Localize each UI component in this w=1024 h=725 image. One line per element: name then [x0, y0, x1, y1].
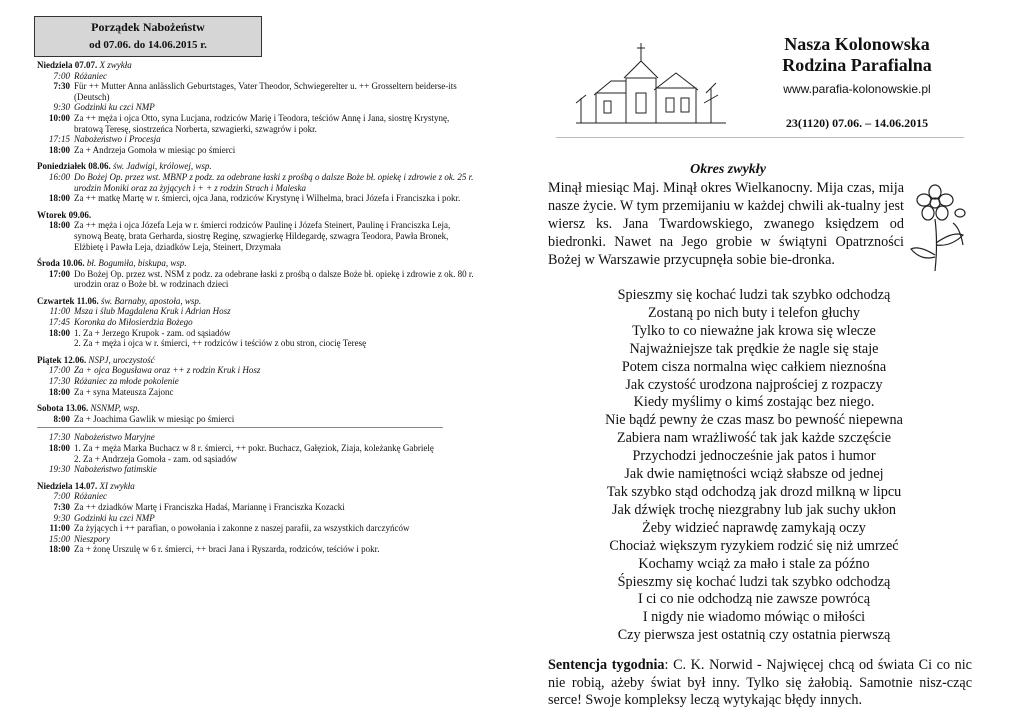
- mass-intention: Nabożeństwo i Procesja: [74, 134, 161, 145]
- mass-intention: Za + Joachima Gawlik w miesiąc po śmierci: [74, 413, 235, 424]
- mass-intention: Różaniec: [74, 70, 107, 81]
- section-heading: Okres zwykły: [690, 162, 766, 177]
- mass-time: 9:30: [53, 102, 70, 113]
- mass-time: 17:30: [49, 432, 70, 443]
- schedule-title: Porządek Nabożeństw: [91, 20, 205, 34]
- poem-line: Przychodzi jednocześnie jak patos i humor: [632, 448, 876, 465]
- poem-line: Tylko to co nieważne jak krowa się wlecze: [632, 322, 876, 339]
- day-heading: [37, 296, 477, 307]
- mass-schedule: [37, 60, 477, 555]
- day-heading: [37, 210, 477, 221]
- mass-intention: Koronka do Miłosierdzia Bożego: [74, 317, 193, 328]
- schedule-row: [37, 306, 477, 317]
- day-feast: bł. Bogumiła, biskupa, wsp.: [86, 258, 187, 269]
- intro-paragraph: Minął miesiąc Maj. Minął okres Wielkanocny. Mija czas, mija nasze życie. W tym przemijaniu w każdej chwili ak-tualny jest wiersz ks. Jana Twardowskiego, zwanego księdzem od biedronki. Nawet na Jego grobie w świątyni Opatrzności Bożej w Warszawie przycupnęła sobie bie-dronka.: [548, 180, 904, 268]
- mass-time: 18:00: [49, 220, 70, 231]
- day-feast: św. Jadwigi, królowej, wsp.: [113, 161, 212, 172]
- mass-intention: Do Bożej Op. przez wst. MBNP z podz. za odebrane łaski z prośbą o dalsze Boże bł. opiekę i zdrowie z ok. 25 r. urodzin Moniki oraz za żyjących i + + z rodzin Strach i Maleska: [74, 171, 474, 193]
- mass-intention: Za + syna Mateusza Zajonc: [74, 386, 174, 397]
- schedule-row: [37, 193, 477, 204]
- schedule-row: [37, 523, 477, 534]
- title-line-1: Nasza Kolonowska: [784, 34, 930, 54]
- poem-line: I nigdy nie wiadomo mówiąc o miłości: [642, 609, 866, 626]
- schedule-row: [37, 387, 477, 398]
- poem-line: Chociaż większym ryzykiem rodzić się niż umrzeć: [609, 537, 899, 554]
- mass-intention: Für ++ Mutter Anna anlässlich Geburtstages, Vater Theodor, Schwiegerelter u. ++ Grosseltern beiderse-its (Deutsch): [74, 81, 457, 102]
- day-feast: św. Barnaby, apostoła, wsp.: [101, 295, 202, 306]
- mass-intention: Za + Andrzeja Gomoła w miesiąc po śmierci: [74, 144, 236, 155]
- newsletter-title: [748, 34, 966, 76]
- mass-time: 7:30: [53, 501, 70, 512]
- poem-line: Kochamy wciąż za mało i stale za późno: [638, 555, 870, 572]
- mass-intention: Za żyjących i ++ parafian, o powołania i zakonne z naszej parafii, za wszystkich darczyńców: [74, 523, 410, 534]
- mass-time: 9:30: [53, 512, 70, 523]
- day-feast: X zwykła: [99, 60, 132, 70]
- day-name: Sobota 13.06.: [37, 403, 89, 414]
- schedule-row: [37, 534, 477, 545]
- schedule-dates: od 07.06. do 14.06.2015 r.: [89, 39, 207, 51]
- mass-intention: Za ++ dziadków Martę i Franciszka Hadaś, Mariannę i Franciszka Kozacki: [74, 501, 345, 512]
- mass-time: 11:00: [49, 306, 70, 317]
- poem-line: Potem cisza normalna więc całkiem nieznośna: [621, 358, 887, 375]
- poem-line: Zostaną po nich buty i telefon głuchy: [648, 304, 860, 321]
- mass-intention: Godzinki ku czci NMP: [74, 102, 155, 113]
- poem-line: Jak czystość urodzona najprościej z rozpaczy: [625, 376, 883, 393]
- day-name: Wtorek 09.06.: [37, 209, 92, 220]
- schedule-row: [37, 220, 477, 252]
- mass-intention: Nabożeństwo fatimskie: [74, 464, 157, 475]
- mass-time: 7:00: [53, 70, 70, 81]
- schedule-row: [37, 432, 477, 443]
- day-feast: NSNMP, wsp.: [90, 403, 140, 414]
- day-heading: [37, 258, 477, 269]
- schedule-row: [37, 317, 477, 328]
- schedule-row: [37, 328, 477, 339]
- mass-intention: Różaniec: [74, 491, 107, 502]
- mass-time: 18:00: [49, 386, 70, 397]
- day-name: Poniedziałek 08.06.: [37, 161, 111, 172]
- mass-intention: 1. Za + męża Marka Buchacz w 8 r. śmierci, ++ pokr. Buchacz, Gałęziok, Ziaja, koleżankę Gabrielę: [74, 443, 434, 453]
- mass-time: 18:00: [49, 193, 70, 204]
- mass-time: 15:00: [49, 533, 70, 544]
- schedule-row: [37, 454, 477, 465]
- schedule-row: [37, 414, 477, 425]
- poem-line: Jak dwie namiętności wciąż słabsze od jednej: [624, 466, 884, 483]
- mass-time: [37, 338, 70, 349]
- schedule-row: [37, 269, 477, 290]
- day-heading: [37, 60, 477, 71]
- day-name: Niedziela 07.07.: [37, 60, 98, 70]
- poem-line: Czy pierwsza jest ostatnią czy ostatnia pierwszą: [617, 627, 891, 644]
- mass-intention: Za ++ matkę Martę w r. śmierci, ojca Jana, rodziców Krystynę i Wilhelma, braci Józefa i Franciszka i pokr.: [74, 193, 461, 204]
- poem-line: Kiedy myślimy o kimś zostając bez niego.: [633, 394, 875, 411]
- mass-time: 7:00: [53, 491, 70, 502]
- schedule-row: [37, 145, 477, 156]
- mass-time: 17:45: [49, 317, 70, 328]
- schedule-row: [37, 113, 477, 134]
- schedule-row: [37, 443, 477, 454]
- schedule-row: [37, 365, 477, 376]
- mass-time: 11:00: [49, 523, 70, 534]
- mass-time: 17:30: [49, 376, 70, 387]
- mass-intention: Do Bożej Op. przez wst. NSM z podz. za odebrane łaski z prośbą o dalsze Boże bł. opiekę i zdrowie z ok. 80 r. urodzin oraz o Boże bł. w rodzinach dzieci: [74, 268, 474, 290]
- schedule-row: [37, 134, 477, 145]
- mass-time: 8:00: [53, 413, 70, 424]
- schedule-row: [37, 71, 477, 82]
- mass-time: 17:00: [49, 268, 70, 279]
- poem-line: Najważniejsze tak prędkie że nagle się staje: [629, 340, 879, 357]
- poem-line: Zabiera nam wrażliwość tak jak każde szczęście: [616, 430, 892, 447]
- mass-time: [37, 454, 70, 465]
- title-line-2: Rodzina Parafialna: [782, 55, 932, 75]
- mass-intention: 1. Za + Jerzego Krupok - zam. od sąsiadów: [74, 327, 231, 338]
- mass-time: 18:00: [49, 443, 70, 453]
- day-name: Czwartek 11.06.: [37, 295, 99, 306]
- mass-intention: Nabożeństwo Maryjne: [74, 432, 155, 443]
- day-heading: [37, 403, 477, 414]
- mass-intention: Msza i ślub Magdalena Kruk i Adrian Hosz: [74, 306, 231, 317]
- poem-line: Jak dźwięk trochę niezgrabny lub jak suchy ukłon: [611, 501, 897, 518]
- mass-intention: Za + żonę Urszulę w 6 r. śmierci, ++ braci Jana i Ryszarda, rodziców, teściów i pokr.: [74, 544, 380, 555]
- mass-intention: 2. Za + Andrzeja Gomoła - zam. od sąsiadów: [74, 453, 238, 464]
- flower-illustration: [905, 183, 975, 273]
- issue-number: 23(1120) 07.06. – 14.06.2015: [785, 116, 929, 130]
- poem-line: Spieszmy się kochać ludzi tak szybko odchodzą: [617, 287, 891, 303]
- mass-intention: Godzinki ku czci NMP: [74, 512, 155, 523]
- mass-time: 7:30: [53, 81, 70, 92]
- day-feast: NSPJ, uroczystość: [88, 354, 155, 365]
- mass-intention: Za ++ męża i ojca Otto, syna Lucjana, rodziców Marię i Teodora, teściów Annę i Jana, siostrę Krystynę, bratową Teresę, siostrzeńca Norberta, szwagierki, szwagrów i pokr.: [74, 112, 450, 134]
- schedule-row: [37, 172, 477, 193]
- parish-url[interactable]: www.parafia-kolonowskie.pl: [783, 82, 931, 96]
- sentence-of-week: [548, 657, 972, 710]
- day-heading: [37, 481, 477, 492]
- schedule-row: [37, 491, 477, 502]
- sentence-label: Sentencja tygodnia: [548, 657, 665, 673]
- schedule-row: [37, 81, 477, 102]
- poem: [548, 287, 960, 645]
- poem-line: Śpieszmy się kochać ludzi tak szybko odchodzą: [617, 573, 891, 590]
- mass-time: 10:00: [49, 112, 70, 123]
- mass-intention: 2. Za + męża i ojca w r. śmierci, ++ rodziców i teściów z obu stron, ciocię Teresę: [74, 338, 367, 349]
- poem-line: I ci co nie odchodzą nie zawsze powrócą: [637, 591, 870, 608]
- poem-line: Żeby widzieć naprawdę zamykają oczy: [642, 519, 866, 536]
- schedule-row: [37, 376, 477, 387]
- poem-line: Nie bądź pewny że czas masz bo pewność niepewna: [605, 412, 903, 429]
- divider: [37, 427, 443, 428]
- day-name: Piątek 12.06.: [37, 354, 87, 365]
- schedule-row: [37, 502, 477, 513]
- day-heading: [37, 161, 477, 172]
- mass-time: 18:00: [49, 327, 70, 338]
- mass-intention: Różaniec za młode pokolenie: [74, 376, 179, 387]
- mass-time: 18:00: [49, 544, 70, 555]
- mass-intention: Za ++ męża i ojca Józefa Leja w r. śmierci rodziców Paulinę i Józefa Steinert, Paulinę i Franciszka Leja, synową Beatę, brata Gerharda, siostrę Reginę, szwagierkę Hildegardę, szwagra Teodora, Pawła Bronek, Elżbietę i Pawła Leja, dziadków Leja, Steinert, Drzymała: [74, 220, 451, 252]
- mass-intention: Nieszpory: [74, 533, 110, 544]
- church-illustration: [556, 33, 736, 131]
- header-divider: [556, 137, 964, 138]
- mass-time: 17:00: [49, 365, 70, 376]
- mass-time: 18:00: [49, 144, 70, 155]
- schedule-row: [37, 513, 477, 524]
- mass-time: 17:15: [49, 134, 70, 145]
- sentence-text: : C. K. Norwid - Najwięcej chcą od świata Ci co nic nie robią, ażeby świat był inny. Tylko się żałobią. Samotnie nisz-cząc serce! Swoje kompleksy leczą wytykając błędy innych.: [548, 657, 972, 709]
- day-feast: XI zwykła: [99, 480, 135, 491]
- schedule-row: [37, 464, 477, 475]
- day-name: Niedziela 14.07.: [37, 480, 98, 491]
- mass-intention: Za + ojca Bogusława oraz ++ z rodzin Kruk i Hosz: [74, 365, 261, 376]
- mass-time: 16:00: [49, 171, 70, 182]
- poem-line: Tak szybko stąd odchodzą jak drozd milkną w lipcu: [606, 483, 902, 500]
- schedule-header-box: [34, 16, 262, 57]
- schedule-row: [37, 544, 477, 555]
- schedule-row: [37, 338, 477, 349]
- mass-time: 19:30: [49, 464, 70, 475]
- day-name: Środa 10.06.: [37, 258, 85, 269]
- schedule-row: [37, 102, 477, 113]
- day-heading: [37, 355, 477, 366]
